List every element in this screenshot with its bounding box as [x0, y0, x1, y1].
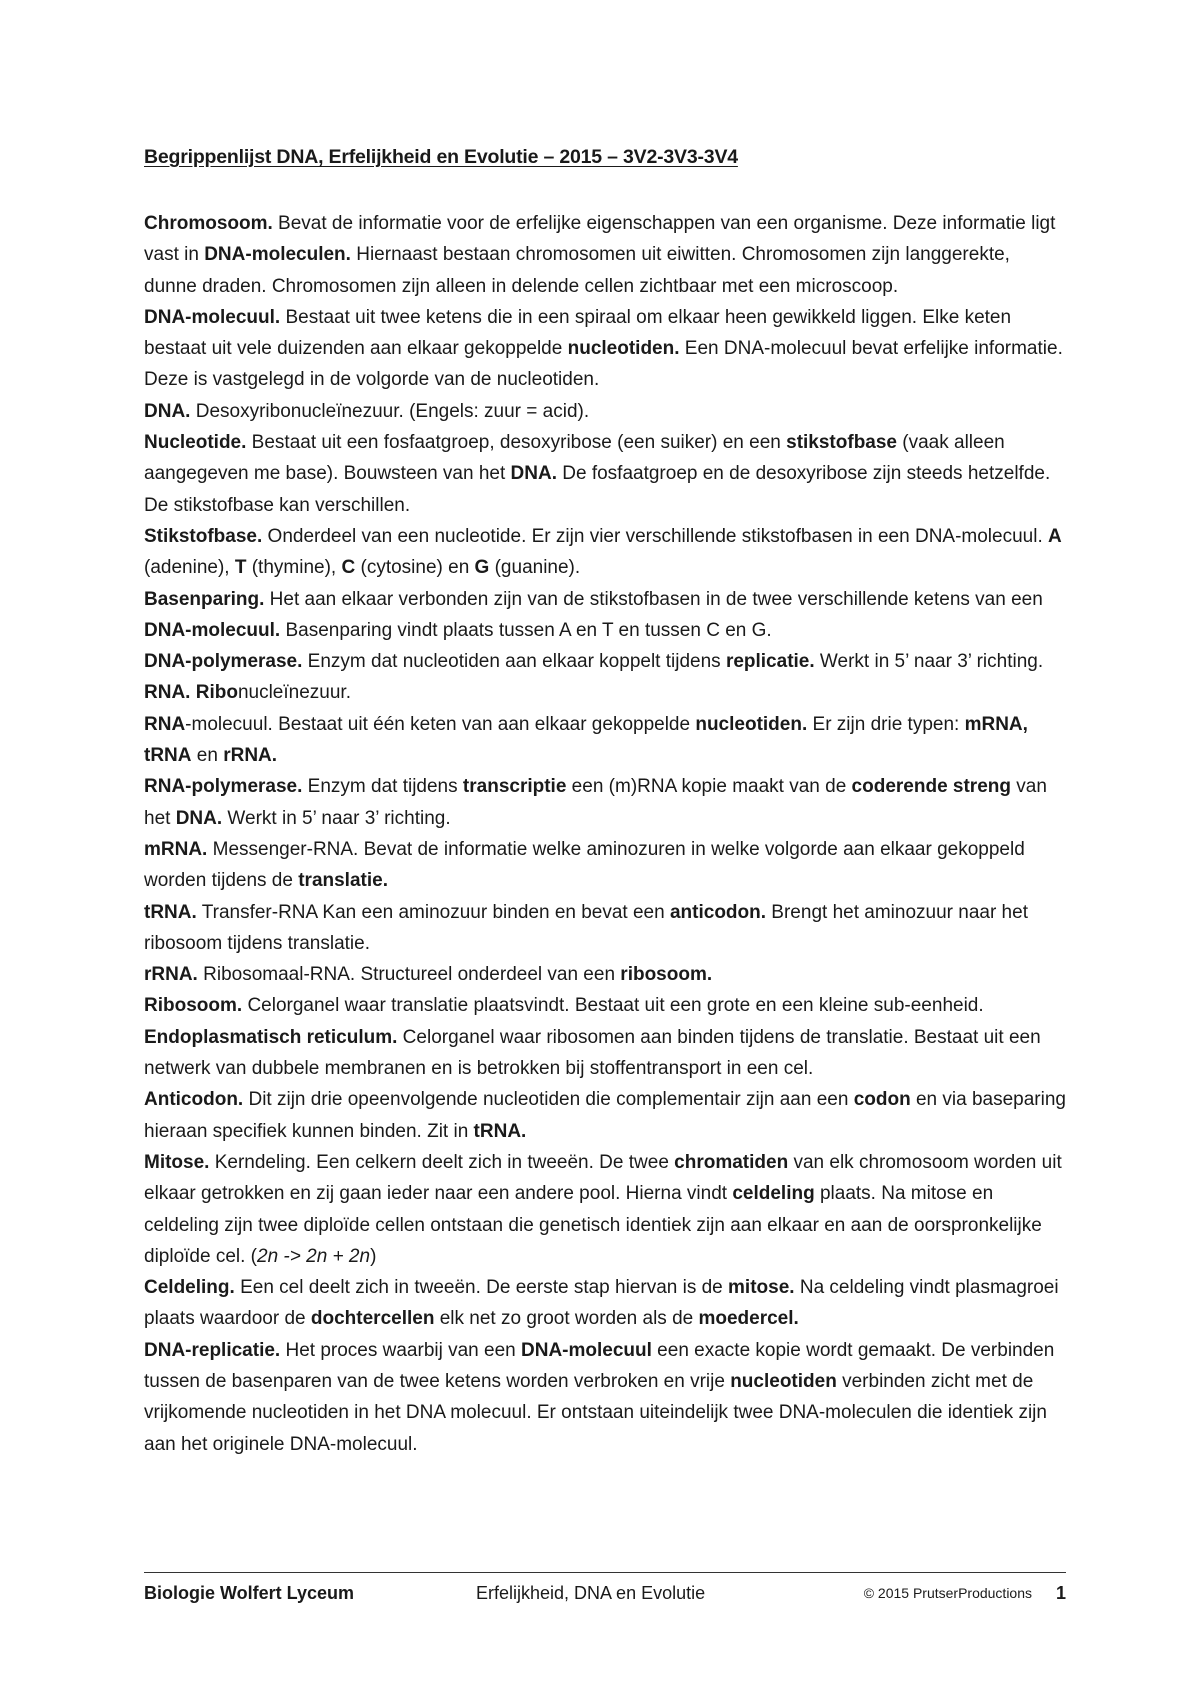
glossary-term: Chromosoom. — [144, 213, 273, 234]
glossary-definition-text: Werkt in 5’ naar 3’ richting. — [222, 807, 451, 829]
glossary-keyword: DNA-moleculen. — [204, 244, 351, 266]
glossary-definition-text: De fosfaatgroep en de desoxyribose zijn steeds hetzelfde. De stikstofbase kan verschillen. — [144, 463, 1051, 516]
glossary-definition-text: -molecuul. Bestaat uit één keten van aan elkaar gekoppelde — [185, 713, 696, 735]
page-footer — [144, 1578, 1066, 1608]
glossary-definition-text: plaats. Na mitose en celdeling zijn twee diploïde cellen ontstaan die genetisch identiek zijn aan elkaar en aan de oorspronkelijke diploïde cel. ( — [144, 1183, 1042, 1267]
glossary-keyword: nucleotiden — [730, 1370, 837, 1392]
glossary-definition-text: Celorganel waar translatie plaatsvindt. Bestaat uit een grote en een kleine sub-eenheid. — [242, 995, 984, 1017]
glossary-entry — [144, 1147, 1068, 1272]
glossary-definition-text: (guanine). — [489, 557, 581, 579]
glossary-entry — [144, 302, 1068, 396]
glossary-term: Mitose. — [144, 1151, 210, 1173]
glossary-keyword: transcriptie — [462, 776, 567, 798]
glossary-entry — [144, 584, 1068, 647]
glossary-keyword: G — [474, 557, 490, 579]
glossary-keyword: C — [341, 557, 356, 579]
glossary-entry — [144, 646, 1068, 677]
glossary-definition-text: Bestaat uit twee ketens die in een spiraal om elkaar heen gewikkeld liggen. Elke keten bestaat uit vele duizenden aan elkaar gekoppelde — [144, 306, 1012, 360]
glossary-term: Ribosoom. — [144, 995, 243, 1017]
footer-divider — [144, 1572, 1066, 1573]
glossary-definition-text: (adenine), — [144, 557, 235, 579]
glossary-term: Stikstofbase. — [144, 525, 263, 547]
glossary-definition-text: Na celdeling vindt plasmagroei plaats waardoor de — [144, 1277, 1059, 1330]
glossary-entry — [144, 990, 1068, 1021]
glossary-term: RNA — [144, 713, 186, 735]
glossary-definition-text: (thymine), — [246, 557, 342, 579]
glossary-definition-text: Bestaat uit een fosfaatgroep, desoxyribose (een suiker) en een — [246, 432, 787, 454]
glossary-definition-text: Desoxyribonucleïnezuur. (Engels: zuur = acid). — [190, 400, 590, 422]
glossary-definition-text: Werkt in 5’ naar 3’ richting. — [814, 651, 1044, 673]
glossary-definition-text: en — [191, 745, 224, 767]
glossary-definition-text: Dit zijn drie opeenvolgende nucleotiden die complementair zijn aan een — [243, 1089, 854, 1111]
glossary-definition-text: Basenparing vindt plaats tussen A en T en tussen C en G. — [280, 619, 772, 641]
glossary-definition-text: Ribosomaal-RNA. Structureel onderdeel van een — [197, 964, 621, 986]
glossary-keyword: replicatie. — [725, 651, 815, 673]
glossary-definition-text: Een DNA-molecuul bevat erfelijke informatie. Deze is vastgelegd in de volgorde van de nucleotiden. — [144, 338, 1063, 391]
glossary-definition-text: verbinden zicht met de vrijkomende nucleotiden in het DNA molecuul. Er ontstaan uiteindelijk twee DNA-moleculen die identiek zijn aan het originele DNA-molecuul. — [144, 1370, 1047, 1455]
glossary-keyword: translatie. — [298, 870, 388, 892]
glossary-term: DNA-polymerase. — [144, 651, 303, 673]
footer-subject: Erfelijkheid, DNA en Evolutie — [476, 1583, 706, 1603]
glossary-definition-text: en via baseparing hieraan specifiek kunnen binden. Zit in — [144, 1089, 1066, 1142]
glossary-definition-text: Er zijn drie typen: — [807, 713, 965, 735]
glossary-keyword: A — [1048, 525, 1062, 547]
glossary-entry — [144, 396, 1068, 427]
glossary-term: DNA. — [144, 400, 191, 422]
glossary-definition-text: Bevat de informatie voor de erfelijke eigenschappen van een organisme. Deze informatie ligt vast in — [144, 213, 1056, 266]
glossary-entry — [144, 1335, 1068, 1460]
glossary-term: DNA-replicatie. — [144, 1339, 281, 1361]
footer-school: Biologie Wolfert Lyceum — [144, 1583, 355, 1603]
glossary-term: tRNA. — [144, 901, 197, 923]
glossary-entry — [144, 1272, 1068, 1335]
glossary-keyword: tRNA. — [473, 1120, 527, 1142]
glossary-term: Basenparing. — [144, 588, 265, 610]
glossary-definition-text: Brengt het aminozuur naar het ribosoom tijdens translatie. — [144, 901, 1028, 954]
glossary-keyword: DNA. — [175, 807, 223, 829]
glossary-entry — [144, 1084, 1068, 1147]
glossary-entry — [144, 771, 1068, 834]
glossary-keyword: ribosoom. — [620, 964, 713, 986]
glossary-definition-text: elk net zo groot worden als de — [434, 1308, 699, 1330]
glossary-keyword: T — [234, 557, 247, 579]
page-number: 1 — [1055, 1583, 1066, 1603]
glossary-keyword: codon — [853, 1089, 911, 1111]
glossary-definition-text: een exacte kopie wordt gemaakt. De verbinden tussen de basenparen van de twee ketens worden verbroken en vrije — [144, 1339, 1055, 1392]
glossary-keyword: coderende streng — [851, 776, 1011, 798]
glossary-keyword: DNA. — [510, 463, 557, 485]
glossary-entry — [144, 959, 1068, 990]
glossary-term: RNA-polymerase. — [144, 776, 303, 798]
glossary-definition-text: (vaak alleen aangegeven me base). Bouwsteen van het — [144, 432, 1005, 485]
glossary-definition-text: van het — [144, 776, 1047, 829]
glossary-entry — [144, 1022, 1068, 1085]
glossary-definition-text: Enzym dat tijdens — [302, 776, 463, 798]
glossary-term: rRNA. — [144, 964, 198, 986]
glossary-definition-text: een (m)RNA kopie maakt van de — [566, 776, 852, 798]
glossary-definition-text: Celorganel waar ribosomen aan binden tijdens de translatie. Bestaat uit een netwerk van dubbele membranen en is betrokken bij stoffentransport in een cel. — [144, 1026, 1041, 1080]
glossary-term: RNA. — [144, 682, 191, 704]
glossary-keyword: dochtercellen — [310, 1308, 435, 1330]
glossary-definition-text: Hiernaast bestaan chromosomen uit eiwitten. Chromosomen zijn langgerekte, dunne draden. Chromosomen zijn alleen in delende cellen zichtbaar met een microscoop. — [144, 244, 1010, 297]
glossary-definition-text: Kerndeling. Een celkern deelt zich in tweeën. De twee — [209, 1151, 675, 1173]
glossary-definition-text: (cytosine) en — [355, 557, 475, 579]
glossary-term: Nucleotide. — [144, 432, 247, 454]
glossary-keyword: anticodon. — [669, 901, 767, 923]
glossary-definition-text: van elk chromosoom worden uit elkaar getrokken en zij gaan ieder naar een andere pool. Hierna vindt — [144, 1151, 1062, 1205]
glossary-definition-text: Onderdeel van een nucleotide. Er zijn vier verschillende stikstofbasen in een DNA-molecuul. — [262, 525, 1049, 547]
glossary-keyword: stikstofbase — [786, 432, 897, 454]
footer-copyright: © 2015 PrutserProductions — [863, 1585, 1032, 1601]
glossary-definition-text: Een cel deelt zich in tweeën. De eerste stap hiervan is de — [234, 1277, 729, 1299]
glossary-definition-text: ) — [370, 1245, 377, 1267]
glossary-term: mRNA. — [144, 838, 208, 860]
glossary-definition-text: Het aan elkaar verbonden zijn van de stikstofbasen in de twee verschillende ketens van een — [264, 588, 1043, 610]
glossary-keyword: mitose. — [728, 1277, 795, 1299]
glossary-keyword: rRNA. — [223, 745, 278, 767]
glossary-formula: 2n -> 2n + 2n — [257, 1245, 371, 1267]
glossary-entry — [144, 521, 1068, 584]
glossary-term: Endoplasmatisch reticulum. — [144, 1026, 398, 1048]
glossary-keyword: DNA-molecuul — [521, 1339, 652, 1361]
glossary-keyword: chromatiden — [674, 1151, 789, 1173]
glossary-keyword: celdeling — [732, 1183, 815, 1205]
glossary-definition-text: Messenger-RNA. Bevat de informatie welke aminozuren in welke volgorde aan elkaar gekoppeld worden tijdens de — [144, 838, 1025, 892]
document-title: Begrippenlijst DNA, Erfelijkheid en Evolutie – 2015 – 3V2-3V3-3V4 — [144, 146, 738, 168]
glossary-entry — [144, 834, 1068, 897]
glossary-entry — [144, 709, 1068, 772]
glossary-entry — [144, 208, 1068, 302]
glossary-term: DNA-molecuul. — [144, 306, 281, 328]
glossary-keyword: nucleotiden. — [695, 713, 808, 735]
glossary-term: Anticodon. — [144, 1089, 244, 1111]
glossary-list — [144, 208, 1068, 1460]
glossary-keyword: nucleotiden. — [567, 338, 680, 360]
glossary-definition-text: Enzym dat nucleotiden aan elkaar koppelt tijdens — [302, 651, 726, 673]
glossary-keyword: moedercel. — [698, 1308, 799, 1330]
glossary-keyword: Ribo — [195, 682, 238, 704]
glossary-definition-text: nucleïnezuur. — [237, 682, 351, 704]
glossary-entry — [144, 427, 1068, 521]
glossary-definition-text: Het proces waarbij van een — [280, 1339, 521, 1361]
glossary-keyword: DNA-molecuul. — [144, 619, 281, 641]
glossary-entry — [144, 677, 1068, 708]
glossary-definition-text: Transfer-RNA Kan een aminozuur binden en bevat een — [196, 901, 670, 923]
glossary-keyword: mRNA, tRNA — [144, 713, 1028, 767]
glossary-term: Celdeling. — [144, 1277, 235, 1299]
glossary-entry — [144, 897, 1068, 960]
